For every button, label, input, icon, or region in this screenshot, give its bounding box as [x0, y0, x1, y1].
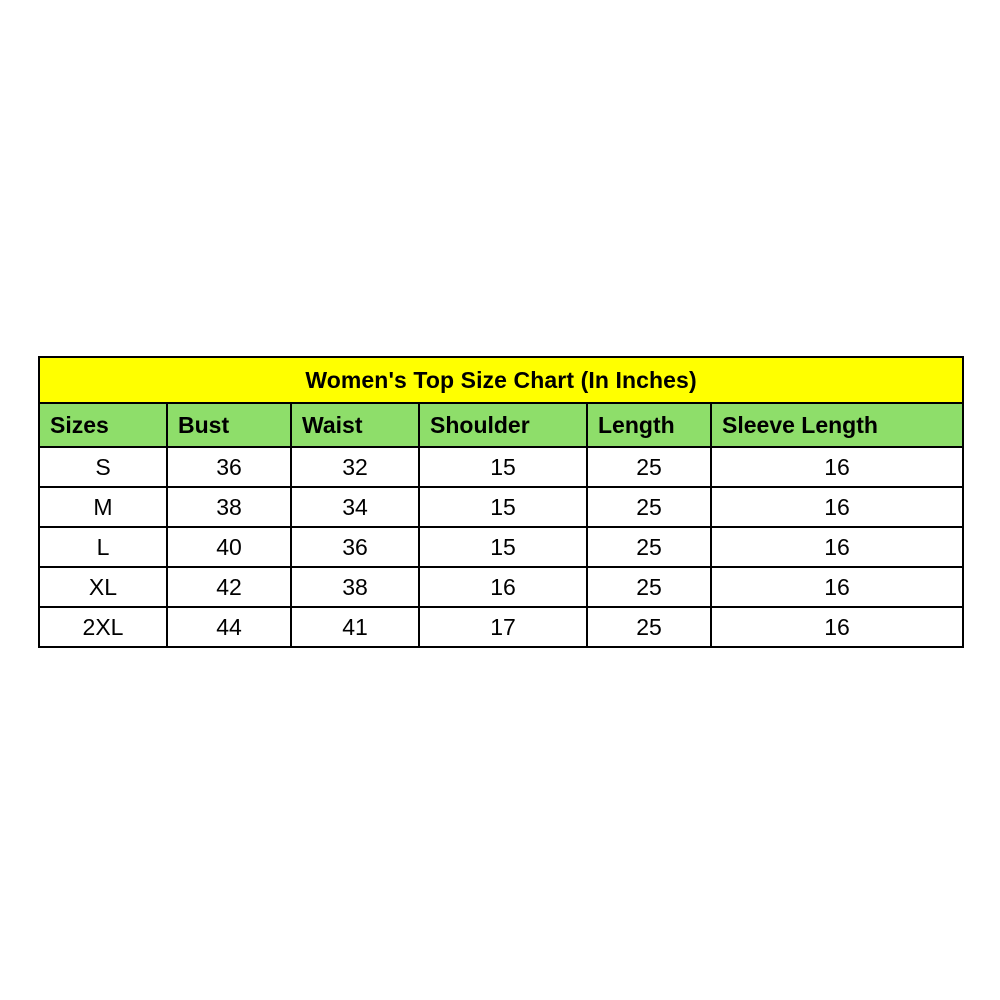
cell-waist: 34 — [291, 487, 419, 527]
table-header-row — [39, 403, 963, 447]
cell-bust: 40 — [167, 527, 291, 567]
cell-shoulder: 15 — [419, 487, 587, 527]
cell-length: 25 — [587, 527, 711, 567]
cell-sleeve-length: 16 — [711, 567, 963, 607]
cell-waist: 41 — [291, 607, 419, 647]
cell-size: L — [39, 527, 167, 567]
cell-sleeve-length: 16 — [711, 607, 963, 647]
cell-length: 25 — [587, 487, 711, 527]
cell-shoulder: 15 — [419, 527, 587, 567]
cell-bust: 42 — [167, 567, 291, 607]
cell-sleeve-length: 16 — [711, 487, 963, 527]
table-title-row — [39, 357, 963, 403]
table-row — [39, 567, 963, 607]
table-row — [39, 487, 963, 527]
cell-shoulder: 17 — [419, 607, 587, 647]
cell-bust: 44 — [167, 607, 291, 647]
size-chart-container — [38, 356, 962, 648]
cell-length: 25 — [587, 607, 711, 647]
column-header-shoulder: Shoulder — [419, 403, 587, 447]
chart-title: Women's Top Size Chart (In Inches) — [39, 357, 963, 403]
cell-length: 25 — [587, 567, 711, 607]
cell-bust: 36 — [167, 447, 291, 487]
cell-size: M — [39, 487, 167, 527]
cell-size: 2XL — [39, 607, 167, 647]
cell-waist: 32 — [291, 447, 419, 487]
table-row — [39, 607, 963, 647]
cell-size: XL — [39, 567, 167, 607]
column-header-sizes: Sizes — [39, 403, 167, 447]
cell-length: 25 — [587, 447, 711, 487]
size-chart-table — [38, 356, 964, 648]
column-header-bust: Bust — [167, 403, 291, 447]
cell-sleeve-length: 16 — [711, 527, 963, 567]
column-header-length: Length — [587, 403, 711, 447]
cell-size: S — [39, 447, 167, 487]
cell-waist: 36 — [291, 527, 419, 567]
column-header-waist: Waist — [291, 403, 419, 447]
cell-waist: 38 — [291, 567, 419, 607]
cell-sleeve-length: 16 — [711, 447, 963, 487]
cell-shoulder: 16 — [419, 567, 587, 607]
column-header-sleeve-length: Sleeve Length — [711, 403, 963, 447]
table-row — [39, 527, 963, 567]
cell-bust: 38 — [167, 487, 291, 527]
cell-shoulder: 15 — [419, 447, 587, 487]
table-row — [39, 447, 963, 487]
